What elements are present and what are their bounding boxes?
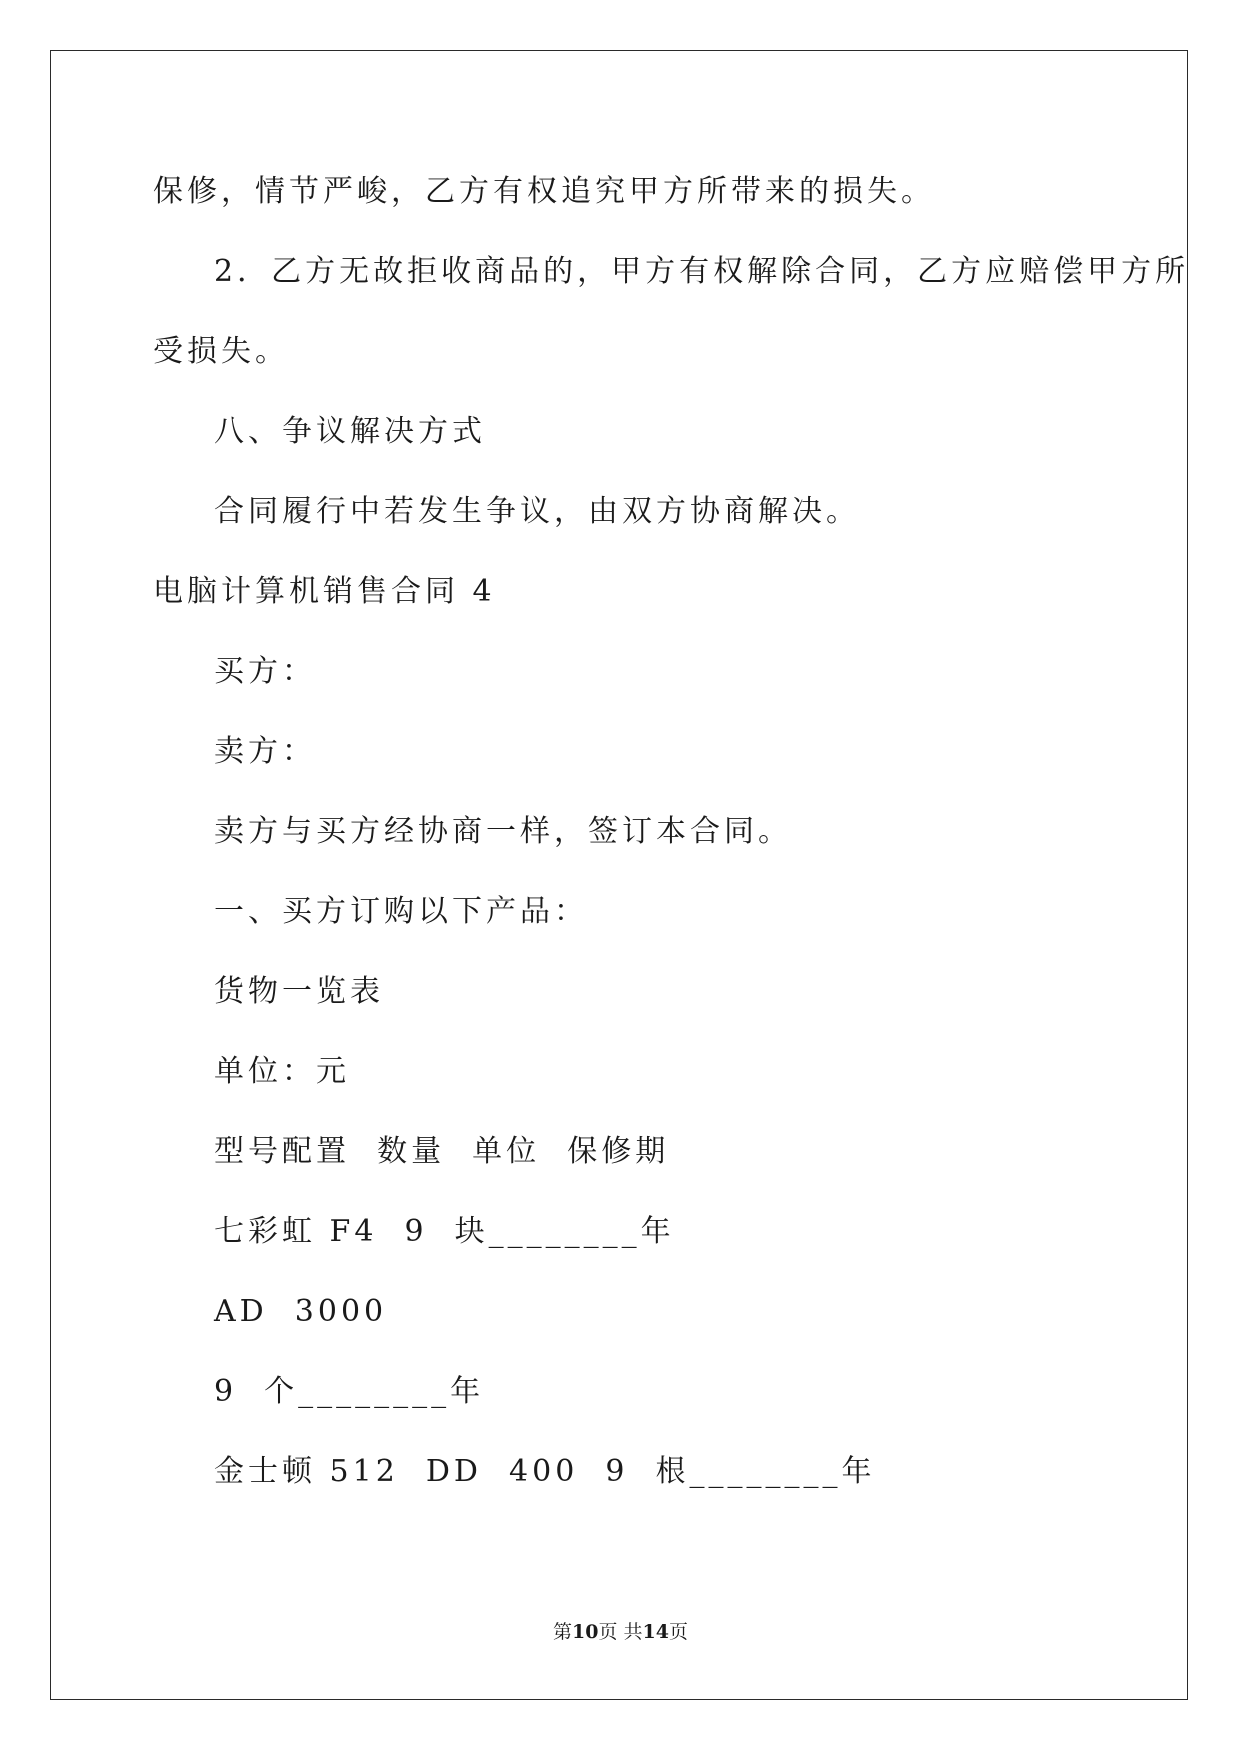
table-row: AD 3000	[214, 1294, 388, 1329]
unit-label: 单位：元	[214, 1054, 350, 1089]
section-heading: 八、争议解决方式	[214, 414, 486, 449]
text-line: 卖方与买方经协商一样，签订本合同。	[214, 814, 792, 849]
footer-prefix: 第	[553, 1621, 573, 1643]
current-page-number: 10	[572, 1621, 599, 1643]
text-line: 受损失。	[153, 334, 289, 369]
text-line: 合同履行中若发生争议，由双方协商解决。	[214, 494, 860, 529]
table-caption: 货物一览表	[214, 974, 384, 1009]
page-footer	[0, 1620, 1241, 1644]
buyer-label: 买方：	[214, 654, 316, 689]
text-line: 保修，情节严峻，乙方有权追究甲方所带来的损失。	[153, 174, 935, 209]
footer-middle: 页 共	[598, 1621, 643, 1643]
table-header: 型号配置 数量 单位 保修期	[214, 1134, 670, 1169]
table-row: 七彩虹 F4 9 块________年	[214, 1214, 675, 1249]
section-heading: 一、买方订购以下产品：	[214, 894, 588, 929]
table-row: 9 个________年	[214, 1374, 485, 1409]
footer-suffix: 页	[668, 1621, 688, 1643]
document-title: 电脑计算机销售合同 4	[153, 574, 496, 609]
seller-label: 卖方：	[214, 734, 316, 769]
total-pages-number: 14	[642, 1621, 669, 1643]
text-line: 2．乙方无故拒收商品的，甲方有权解除合同，乙方应赔偿甲方所	[214, 254, 1190, 289]
table-row: 金士顿 512 DD 400 9 根________年	[214, 1454, 876, 1489]
